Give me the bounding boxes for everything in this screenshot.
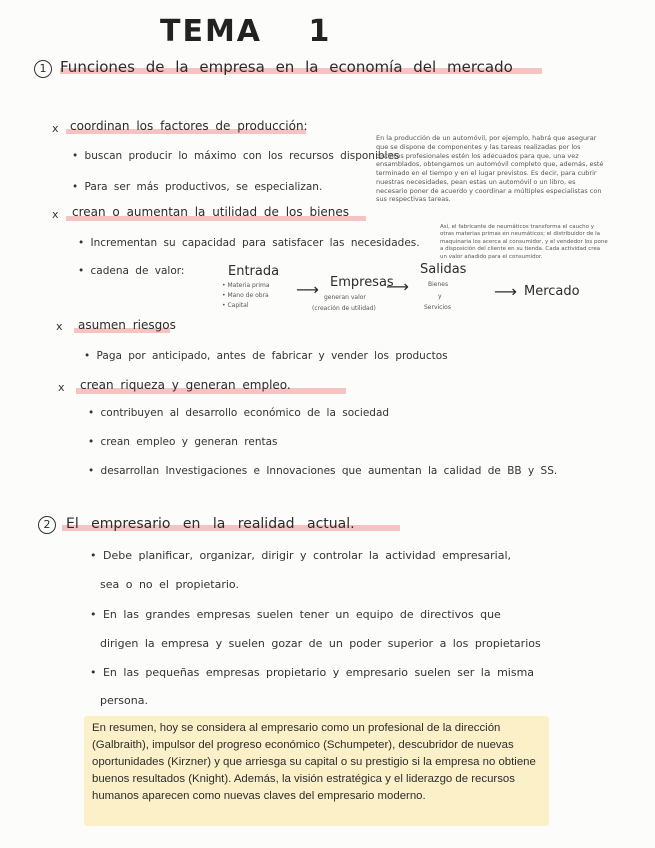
section-number-1: 1 bbox=[34, 60, 52, 78]
arrow-icon: ⟶ bbox=[494, 282, 517, 301]
salidas-sub: Servicios bbox=[424, 304, 451, 311]
page-title: TEMA 1 bbox=[160, 14, 332, 49]
bullet: • crean empleo y generan rentas bbox=[88, 436, 278, 448]
item-heading: asumen riesgos bbox=[78, 318, 176, 332]
empresas-sub: generan valor bbox=[324, 294, 366, 301]
bullet: • cadena de valor: bbox=[78, 265, 185, 277]
entrada-item: • Materia prima bbox=[222, 282, 270, 289]
salidas-sub: y bbox=[438, 293, 442, 300]
value-chain-mercado: Mercado bbox=[524, 284, 580, 299]
bullet: • buscan producir lo máximo con los recursos disponibles bbox=[72, 150, 400, 162]
bullet: • desarrollan Investigaciones e Innovaciones que aumentan la calidad de BB y SS. bbox=[88, 465, 558, 477]
empresas-sub: (creación de utilidad) bbox=[312, 305, 376, 312]
item-heading: coordinan los factores de producción: bbox=[70, 119, 308, 133]
bullet: • Debe planificar, organizar, dirigir y controlar la actividad empresarial, bbox=[90, 549, 511, 562]
item-heading: crean o aumentan la utilidad de los bienes bbox=[72, 205, 350, 219]
summary-text: En resumen, hoy se considera al empresario como un profesional de la dirección (Galbraith), impulsor del progreso económico (Schumpeter), descubridor de nuevas oportunidades (Kirzner) y que arriesga su capital o su prestigio si la empresa no obtiene buenos resultados (Knight). Además, la visión estratégica y el liderazgo de recursos humanos aparecen como nuevas claves del empresario moderno. bbox=[92, 722, 536, 802]
value-chain-salidas: Salidas bbox=[420, 262, 467, 277]
item-heading: crean riqueza y generan empleo. bbox=[80, 378, 291, 392]
bullet: • Para ser más productivos, se especializan. bbox=[72, 181, 323, 193]
side-note: Así, el fabricante de neumáticos transforma el caucho y otras materias primas en neumáticos; el distribuidor de la maquinaria los acerca al consumidor, y el vendedor los pone a disposición del cliente en su tienda. Cada actividad crea un valor añadido para el consumidor. bbox=[440, 224, 608, 260]
bullet: • contribuyen al desarrollo económico de la sociedad bbox=[88, 407, 390, 419]
section-number-2: 2 bbox=[38, 516, 56, 534]
bullet: • En las pequeñas empresas propietario y empresario suelen ser la misma bbox=[90, 666, 535, 679]
x-mark: x bbox=[56, 320, 63, 333]
x-mark: x bbox=[58, 381, 65, 394]
bullet-continuation: sea o no el propietario. bbox=[100, 578, 239, 591]
arrow-icon: ⟶ bbox=[296, 280, 319, 299]
x-mark: x bbox=[52, 122, 59, 135]
salidas-sub: Bienes bbox=[428, 281, 449, 288]
arrow-icon: ⟶ bbox=[386, 277, 409, 296]
value-chain-entrada: Entrada bbox=[228, 264, 280, 279]
entrada-item: • Capital bbox=[222, 302, 249, 309]
value-chain-empresas: Empresas bbox=[330, 275, 394, 290]
side-note: En la producción de un automóvil, por ejemplo, habrá que asegurar que se dispone de componentes y las tareas realizadas por los distintos profesionales estén los adecuados para que, una vez ensamblados, obtengamos un automóvil completo que, además, esté terminado en el tiempo y en el lugar previstos. Es decir, para cubrir nuestras necesidades, pean estas un automóvil o un libro, es necesario poner de acuerdo y coordinar a múltiples especialistas con sus respectivas tareas. bbox=[376, 134, 604, 204]
section1-heading: Funciones de la empresa en la economía del mercado bbox=[60, 58, 513, 76]
entrada-item: • Mano de obra bbox=[222, 292, 269, 299]
bullet: • Incrementan su capacidad para satisfacer las necesidades. bbox=[78, 237, 420, 249]
bullet-continuation: persona. bbox=[100, 694, 148, 707]
bullet: • Paga por anticipado, antes de fabricar y vender los productos bbox=[84, 350, 448, 362]
bullet-continuation: dirigen la empresa y suelen gozar de un poder superior a los propietarios bbox=[100, 637, 541, 650]
bullet: • En las grandes empresas suelen tener un equipo de directivos que bbox=[90, 608, 501, 621]
section2-heading: El empresario en la realidad actual. bbox=[66, 516, 355, 532]
x-mark: x bbox=[52, 208, 59, 221]
